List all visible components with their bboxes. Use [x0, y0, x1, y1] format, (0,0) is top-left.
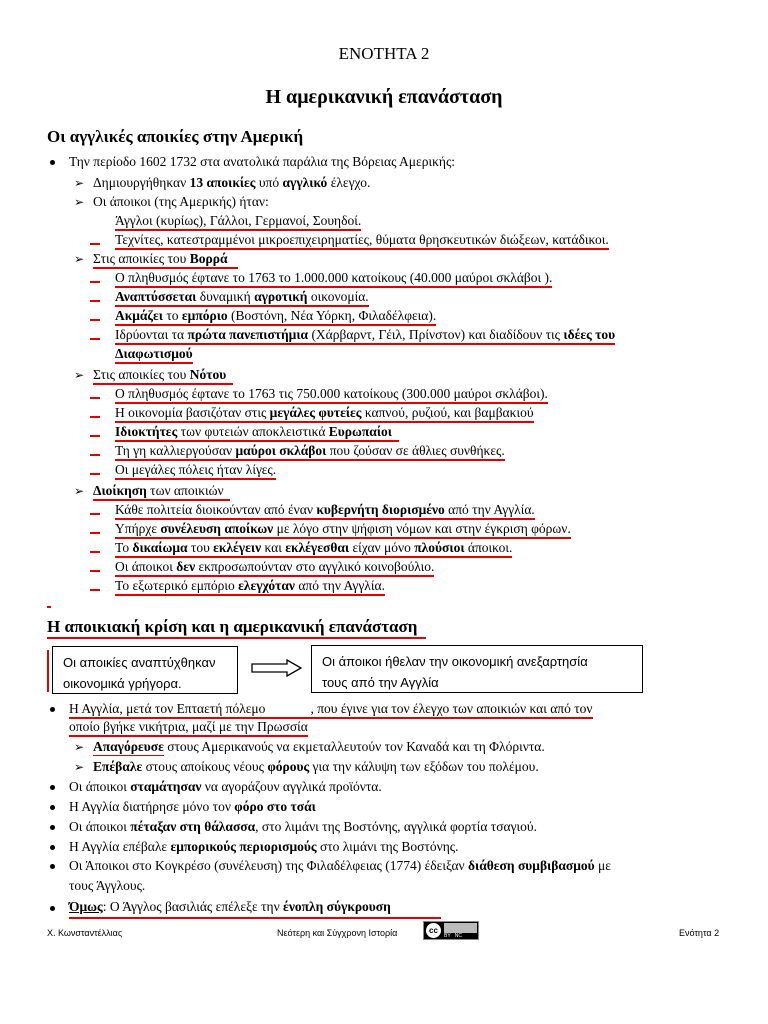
box-text-line: Οι αποικίες αναπτύχθηκαν — [63, 655, 216, 670]
list-item: Όμως: Ο Άγγλος βασιλιάς επέλεξε την ένοπλη σύγκρουση — [69, 899, 391, 914]
list-item: Άγγλοι (κυρίως), Γάλλοι, Γερμανοί, Σουηδοί. — [115, 212, 361, 230]
list-item-continued: τους Άγγλους. — [69, 878, 146, 893]
arrow-bullet-icon: ➢ — [74, 740, 85, 754]
list-item: Δημιουργήθηκαν 13 αποικίες υπό αγγλικό έλεγχο. — [93, 175, 371, 190]
list-item: Ιδιοκτήτες των φυτειών αποκλειστικά Ευρωπαίοι — [115, 423, 399, 441]
list-item: Ο πληθυσμός έφτανε το 1763 το 1.000.000 κατοίκους (40.000 μαύροι σκλάβοι ). — [115, 269, 552, 287]
footer-unit: Ενότητα 2 — [679, 928, 720, 938]
revision-mark — [90, 551, 100, 553]
cc-terms-bar — [444, 923, 477, 933]
effect-box — [311, 645, 643, 693]
list-item: Η οικονομία βασιζόταν στις μεγάλες φυτείες καπνού, ρυζιού, και βαμβακιού — [115, 404, 534, 422]
footer-course: Νεότερη και Σύγχρονη Ιστορία — [277, 928, 398, 938]
list-item: Κάθε πολιτεία διοικούνταν από έναν κυβερνήτη διορισμένο από την Αγγλία. — [115, 501, 535, 519]
bullet-icon — [50, 785, 55, 790]
bullet-icon — [50, 160, 55, 165]
arrow-bullet-icon: ➢ — [74, 484, 85, 498]
subheading-south: Στις αποικίες του Νότου — [93, 366, 233, 384]
revision-mark — [90, 513, 100, 515]
bullet-icon — [50, 707, 55, 712]
list-item: Η Αγγλία επέβαλε εμπορικούς περιορισμούς στο λιμάνι της Βοστόνης. — [69, 839, 459, 854]
list-item: Το εξωτερικό εμπόριο ελεγχόταν από την Αγγλία. — [115, 577, 385, 595]
section-heading-crisis: Η αποικιακή κρίση και η αμερικανική επανάσταση — [47, 618, 426, 636]
bullet-icon — [50, 906, 55, 911]
box-text-line: Οι άποικοι ήθελαν την οικονομική ανεξαρτησία — [322, 654, 588, 669]
list-item: Οι Άποικοι στο Κογκρέσο (συνέλευση) της Φιλαδέλφειας (1774) έδειξαν διάθεση συμβιβασμού με — [69, 858, 611, 873]
box-text-line: οικονομικά γρήγορα. — [63, 676, 182, 691]
list-item-continued: Διαφωτισμού — [115, 345, 193, 363]
list-item: Απαγόρευσε στους Αμερικανούς να εκμεταλλευτούν τον Καναδά και τη Φλόριντα. — [93, 739, 545, 754]
subheading-north: Στις αποικίες του Βορρά — [93, 250, 238, 268]
list-item: Οι άποικοι δεν εκπροσωπούνταν στο αγγλικό κοινοβούλιο. — [115, 558, 434, 576]
right-arrow-icon — [251, 659, 303, 677]
revision-mark — [47, 606, 51, 608]
revision-mark — [90, 435, 100, 437]
revision-mark — [90, 397, 100, 399]
list-item: Τη γη καλλιεργούσαν μαύροι σκλάβοι που ζούσαν σε άθλιες συνθήκες. — [115, 442, 505, 460]
revision-mark — [90, 532, 100, 534]
revision-mark — [90, 589, 100, 591]
arrow-bullet-icon: ➢ — [74, 176, 85, 190]
cause-box — [52, 646, 238, 694]
cc-license-icon — [423, 921, 479, 940]
revision-mark — [90, 416, 100, 418]
bullet-icon — [50, 864, 55, 869]
list-item: Οι άποικοι (της Αμερικής) ήταν: — [93, 194, 269, 209]
list-item: Επέβαλε στους αποίκους νέους φόρους για την κάλυψη των εξόδων του πολέμου. — [93, 759, 539, 774]
revision-mark — [90, 454, 100, 456]
page-title: Η αμερικανική επανάσταση — [265, 86, 503, 108]
list-item: Αναπτύσσεται δυναμική αγροτική οικονομία. — [115, 288, 369, 306]
list-item: Ο πληθυσμός έφτανε το 1763 τις 750.000 κατοίκους (300.000 μαύροι σκλάβοι). — [115, 385, 548, 403]
bullet-icon — [50, 805, 55, 810]
arrow-bullet-icon: ➢ — [74, 760, 85, 774]
section-heading-colonies: Οι αγγλικές αποικίες στην Αμερική — [47, 127, 304, 146]
list-item: Τεχνίτες, κατεστραμμένοι μικροεπιχειρηματίες, θύματα θρησκευτικών διώξεων, κατάδικοι. — [115, 231, 609, 249]
revision-mark — [69, 917, 441, 919]
footer-author: Χ. Κωνσταντέλλιας — [47, 928, 123, 938]
subheading-admin: Διοίκηση των αποικιών — [93, 482, 230, 500]
list-item: Οι μεγάλες πόλεις ήταν λίγες. — [115, 461, 276, 479]
revision-mark — [90, 570, 100, 572]
bullet-icon — [50, 825, 55, 830]
revision-mark — [90, 243, 100, 245]
list-item: Η Αγγλία, μετά τον Επταετή πόλεμο , που έγινε για τον έλεγχο των αποικιών και από τον — [69, 700, 593, 718]
arrow-bullet-icon: ➢ — [74, 252, 85, 266]
revision-mark — [90, 473, 100, 475]
list-item: Οι άποικοι σταμάτησαν να αγοράζουν αγγλικά προϊόντα. — [69, 779, 382, 794]
revision-mark — [90, 338, 100, 340]
list-item: Υπήρχε συνέλευση αποίκων με λόγο στην ψήφιση νόμων και στην έγκριση φόρων. — [115, 520, 571, 538]
revision-mark — [90, 281, 100, 283]
list-item-continued: οποίο βγήκε νικήτρια, μαζί με την Πρωσσία — [69, 718, 308, 736]
revision-mark — [90, 300, 100, 302]
list-item: Ιδρύονται τα πρώτα πανεπιστήμια (Χάρβαρντ, Γέιλ, Πρίνστον) και διαδίδουν τις ιδέες του — [115, 326, 615, 344]
revision-mark — [90, 319, 100, 321]
list-item: Το δικαίωμα του εκλέγειν και εκλέγεσθαι είχαν μόνο πλούσιοι άποικοι. — [115, 539, 512, 557]
cc-terms: BY NC — [444, 933, 462, 939]
cc-logo: cc — [426, 923, 441, 938]
arrow-bullet-icon: ➢ — [74, 368, 85, 382]
intro-line: Την περίοδο 1602 1732 στα ανατολικά παράλια της Βόρειας Αμερικής: — [69, 154, 456, 169]
list-item: Οι άποικοι πέταξαν στη θάλασσα, στο λιμάνι της Βοστόνης, αγγλικά φορτία τσαγιού. — [69, 819, 537, 834]
list-item: Η Αγγλία διατήρησε μόνο τον φόρο στο τσάι — [69, 799, 316, 814]
list-item: Ακμάζει το εμπόριο (Βοστόνη, Νέα Υόρκη, Φιλαδέλφεια). — [115, 307, 436, 325]
box-text-line: τους από την Αγγλία — [322, 675, 439, 690]
unit-label: ΕΝΟΤΗΤΑ 2 — [338, 44, 430, 63]
bullet-icon — [50, 845, 55, 850]
arrow-bullet-icon: ➢ — [74, 195, 85, 209]
